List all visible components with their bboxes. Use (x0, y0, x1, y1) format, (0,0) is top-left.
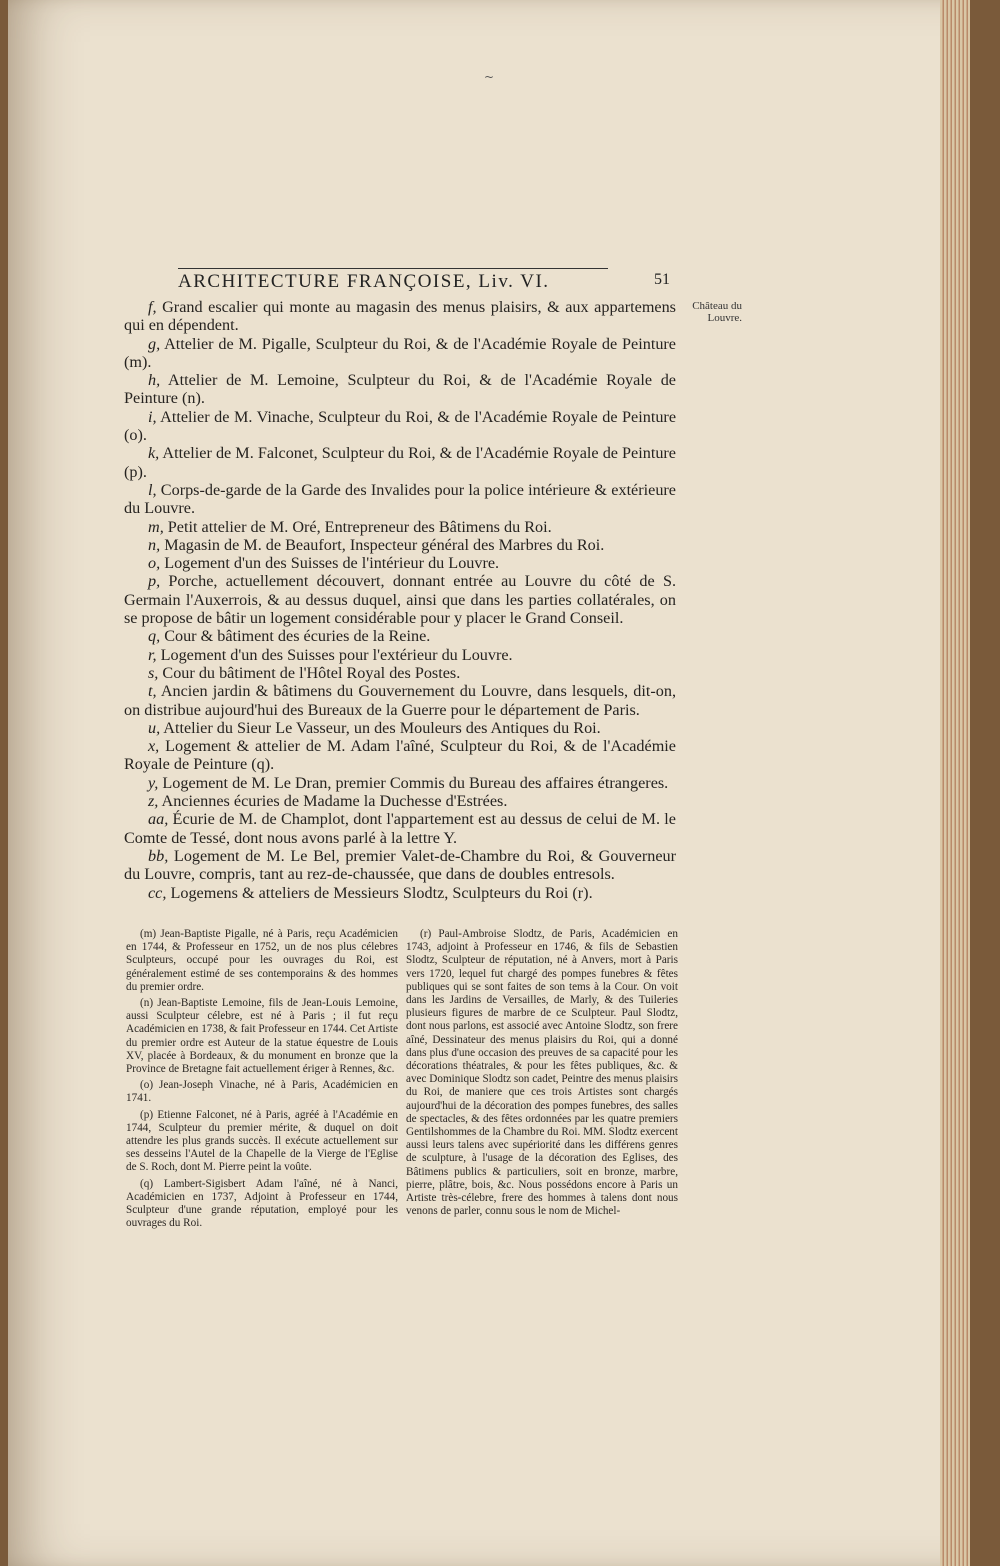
entry-text: Grand escalier qui monte au magasin des menus plaisirs, & aux appartemens qui en dépendent. (124, 298, 676, 335)
entry-key: t, (148, 682, 157, 701)
book-page (8, 0, 970, 1566)
page-edges (940, 0, 970, 1566)
legend-entry (124, 335, 676, 372)
entry-key: cc, (148, 883, 167, 902)
footnotes-right-column (406, 928, 678, 1221)
entry-text: Attelier du Sieur Le Vasseur, un des Mouleurs des Antiques du Roi. (160, 718, 601, 737)
entry-key: z, (148, 792, 159, 811)
legend-entry (124, 444, 676, 481)
legend-entry (124, 646, 676, 664)
legend-entry (124, 572, 676, 627)
legend-entry (124, 884, 676, 902)
entry-key: n, (148, 535, 161, 554)
legend-entry (124, 719, 676, 737)
entry-text: Logemens & atteliers de Messieurs Slodtz, Sculpteurs du Roi (r). (166, 883, 593, 902)
entry-key: q, (148, 627, 161, 646)
entry-text: Cour & bâtiment des écuries de la Reine. (160, 627, 431, 646)
entry-text: Attelier de M. Lemoine, Sculpteur du Roi, & de l'Académie Royale de Peinture (n). (124, 371, 676, 408)
legend-entry (124, 371, 676, 408)
entry-key: g, (148, 334, 161, 353)
footnote: (r) Paul-Ambroise Slodtz, de Paris, Académicien en 1743, adjoint à Professeur en 1746, & fils de Sebastien Slodtz, Sculpteur de réputation, né à Anvers, mort à Paris vers 1720, lequel fut chargé des pompes funebres & fêtes publiques qui se sont faites de son tems à la Cour. On voit dans les Jardins de Versailles, de Marly, & des Tuileries plusieurs figures de marbre de ce Sculpteur. Paul Slodtz, dont nous parlons, est associé avec Antoine Slodtz, son frere aîné, Dessinateur des menus plaisirs du Roi, qui a donné dans plus d'une occasion des preuves de sa capacité pour les décorations théatrales, & pour les fêtes publiques, &c. & avec Dominique Slodtz son cadet, Peintre des menus plaisirs du Roi, de maniere que ces trois Artistes sont chargés aujourd'hui de la décoration des pompes funebres, des salles de spectacles, & des fêtes ordonnées par les quatre premiers Gentilshommes de la Chambre du Roi. MM. Slodtz exercent aussi leurs talens avec supériorité dans les différens genres de sculpture, à l'usage de la décoration des Eglises, des Bâtimens publics & particuliers, soit en bronze, marbre, pierre, plâtre, bois, &c. Nous possédons encore à Paris un Artiste très-célebre, frere des hommes à talens dont nous venons de parler, connu sous le nom de Michel- (406, 928, 678, 1218)
legend-entry (124, 792, 676, 810)
footnote: (p) Etienne Falconet, né à Paris, agréé à l'Académie en 1744, Sculpteur du premier mérite, & duquel on doit attendre les plus grands succès. Il exécute actuellement sur ses desseins l'Autel de la Chapelle de la Vierge de l'Eglise de S. Roch, dont M. Pierre peint la voûte. (126, 1108, 398, 1174)
decorative-mark: ~ (484, 70, 495, 84)
footnotes-left-column (126, 928, 398, 1233)
entry-text: Logement de M. Le Bel, premier Valet-de-Chambre du Roi, & Gouverneur du Louvre, compris, tant au rez-de-chaussée, que dans de doubles entresols. (124, 846, 676, 884)
legend-entries (124, 298, 676, 902)
legend-entry (124, 664, 676, 682)
entry-key: f, (148, 298, 157, 316)
entry-key: bb, (148, 846, 169, 865)
margin-note: Château du Louvre. (692, 300, 742, 324)
running-header (178, 268, 608, 295)
entry-text: Logement d'un des Suisses de l'intérieur du Louvre. (160, 554, 500, 573)
legend-entry (124, 627, 676, 645)
entry-text: Petit attelier de M. Oré, Entrepreneur des Bâtimens du Roi. (163, 517, 552, 536)
entry-text: Attelier de M. Falconet, Sculpteur du Roi, & de l'Académie Royale de Peinture (p). (124, 444, 676, 481)
legend-entry (124, 774, 676, 792)
legend-entry (124, 536, 676, 554)
footnote: (o) Jean-Joseph Vinache, né à Paris, Académicien en 1741. (126, 1079, 398, 1105)
footnote: (m) Jean-Baptiste Pigalle, né à Paris, reçu Académicien en 1744, & Professeur en 1752, un de nos plus célebres Sculpteurs, occupé pour les ouvrages du Roi, est généralement estimé de ses contemporains & des hommes du premier ordre. (126, 928, 398, 993)
entry-text: Logement de M. Le Dran, premier Commis du Bureau des affaires étrangeres. (158, 773, 669, 792)
footnote: (q) Lambert-Sigisbert Adam l'aîné, né à Nanci, Académicien en 1737, Adjoint à Professeur en 1744, Sculpteur d'une grande réputation, employé pour les ouvrages du Roi. (126, 1177, 398, 1230)
entry-text: Attelier de M. Pigalle, Sculpteur du Roi, & de l'Académie Royale de Peinture (m). (124, 334, 676, 371)
legend-entry (124, 518, 676, 536)
entry-key: o, (148, 554, 161, 573)
entry-text: Écurie de M. de Champlot, dont l'appartement est au dessus de celui de M. le Comte de Tessé, dont nous avons parlé à la lettre Y. (124, 810, 676, 847)
entry-text: Cour du bâtiment de l'Hôtel Royal des Postes. (158, 663, 461, 682)
header-title: ARCHITECTURE FRANÇOISE, Liv. VI. (178, 271, 550, 292)
entry-key: x, (148, 737, 160, 756)
entry-text: Porche, actuellement découvert, donnant entrée au Louvre du côté de S. Germain l'Auxerrois, & au dessus duquel, ainsi que dans les parties collatérales, on se propose de bâtir un logement considérable pour y placer le Grand Conseil. (124, 572, 676, 628)
page-number: 51 (654, 271, 670, 288)
legend-entry (124, 810, 676, 847)
legend-entry (124, 408, 676, 445)
entry-key: u, (148, 718, 161, 737)
entry-key: l, (148, 480, 157, 499)
entry-key: p, (148, 572, 161, 591)
legend-entry (124, 481, 676, 518)
entry-key: k, (148, 444, 160, 463)
entry-key: m, (148, 517, 164, 536)
entry-key: h, (148, 371, 161, 390)
entry-key: r, (148, 645, 157, 664)
legend-entry (124, 298, 676, 335)
entry-key: aa, (148, 810, 169, 829)
entry-text: Logement d'un des Suisses pour l'extérieur du Louvre. (156, 645, 513, 664)
legend-entry (124, 682, 676, 719)
legend-entry (124, 847, 676, 884)
entry-text: Logement & attelier de M. Adam l'aîné, Sculpteur du Roi, & de l'Académie Royale de Peinture (q). (124, 737, 676, 774)
entry-text: Attelier de M. Vinache, Sculpteur du Roi, & de l'Académie Royale de Peinture (o). (124, 407, 676, 445)
entry-text: Ancien jardin & bâtimens du Gouvernement du Louvre, dans lesquels, dit-on, on distribue aujourd'hui des Bureaux de la Guerre pour le département de Paris. (124, 682, 676, 719)
entry-text: Anciennes écuries de Madame la Duchesse d'Estrées. (158, 792, 508, 811)
entry-key: y, (148, 773, 159, 792)
legend-entry (124, 554, 676, 572)
entry-text: Corps-de-garde de la Garde des Invalides pour la police intérieure & extérieure du Louvre. (124, 480, 676, 518)
legend-entry (124, 737, 676, 774)
entry-key: s, (148, 663, 159, 682)
footnote: (n) Jean-Baptiste Lemoine, fils de Jean-Louis Lemoine, aussi Sculpteur célebre, est né à Paris ; il fut reçu Académicien en 1738, & fait Professeur en 1744. Cet Artiste du premier ordre est Auteur de la statue équestre de Louis XV, placée à Bordeaux, & du monument en bronze que la Province de Bretagne fait actuellement ériger à Rennes, &c. (126, 997, 398, 1076)
entry-key: i, (148, 407, 157, 426)
entry-text: Magasin de M. de Beaufort, Inspecteur général des Marbres du Roi. (160, 535, 605, 554)
